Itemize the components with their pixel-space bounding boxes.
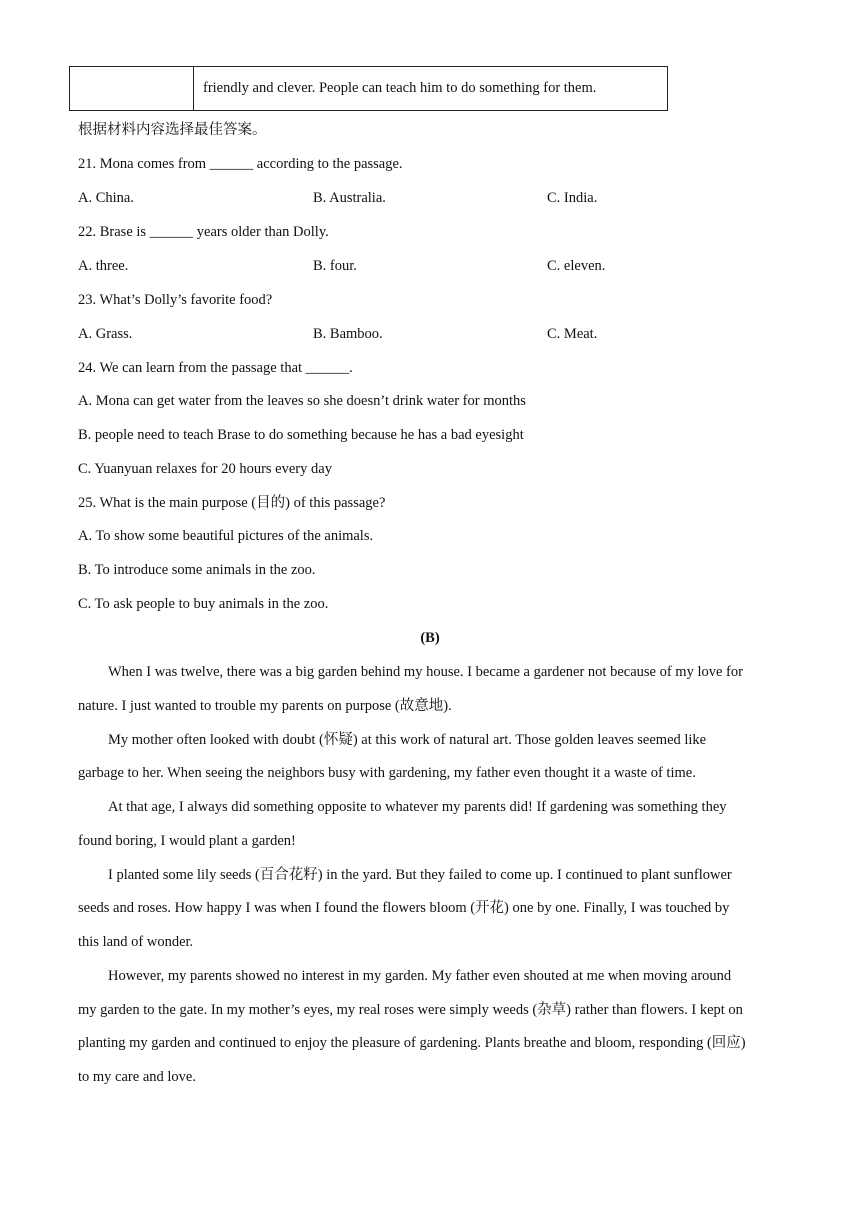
question-23-option-b: B. Bamboo.	[313, 326, 383, 342]
table-fragment	[69, 66, 668, 111]
question-21-option-c: C. India.	[547, 190, 598, 206]
question-24-option-a: A. Mona can get water from the leaves so she doesn’t drink water for months	[78, 393, 526, 409]
question-24-option-b: B. people need to teach Brase to do something because he has a bad eyesight	[78, 427, 524, 443]
section-heading: (B)	[420, 630, 440, 646]
table-left-cell	[70, 67, 194, 110]
question-22-option-a: A. three.	[78, 258, 129, 274]
passage-line: When I was twelve, there was a big garden behind my house. I became a gardener not because of my love for	[108, 664, 743, 680]
passage-line: this land of wonder.	[78, 934, 194, 950]
passage-line: My mother often looked with doubt (怀疑) at this work of natural art. Those golden leaves seemed like	[108, 732, 707, 748]
passage-line: I planted some lily seeds (百合花籽) in the yard. But they failed to come up. I continued to plant sunflower	[108, 867, 732, 883]
passage-line: garbage to her. When seeing the neighbors busy with gardening, my father even thought it a waste of time.	[78, 765, 696, 781]
passage-line: At that age, I always did something opposite to whatever my parents did! If gardening was something they	[108, 799, 727, 815]
question-21-stem: 21. Mona comes from ______ according to the passage.	[78, 156, 403, 172]
question-23-option-a: A. Grass.	[78, 326, 133, 342]
passage-line: to my care and love.	[78, 1069, 196, 1085]
instruction: 根据材料内容选择最佳答案。	[78, 122, 267, 138]
question-21-option-b: B. Australia.	[313, 190, 386, 206]
question-21-option-a: A. China.	[78, 190, 134, 206]
passage-line: However, my parents showed no interest in my garden. My father even shouted at me when moving around	[108, 968, 732, 984]
question-25-option-b: B. To introduce some animals in the zoo.	[78, 562, 316, 578]
passage-line: found boring, I would plant a garden!	[78, 833, 296, 849]
question-25-option-a: A. To show some beautiful pictures of the animals.	[78, 528, 374, 544]
question-24-option-c: C. Yuanyuan relaxes for 20 hours every day	[78, 461, 332, 477]
question-24-stem: 24. We can learn from the passage that ______.	[78, 360, 353, 376]
question-25-option-c: C. To ask people to buy animals in the zoo.	[78, 596, 329, 612]
passage-line: nature. I just wanted to trouble my parents on purpose (故意地).	[78, 698, 452, 714]
passage-line: planting my garden and continued to enjoy the pleasure of gardening. Plants breathe and bloom, responding (回应)	[78, 1035, 746, 1051]
passage-line: my garden to the gate. In my mother’s eyes, my real roses were simply weeds (杂草) rather than flowers. I kept on	[78, 1002, 743, 1018]
question-22-option-c: C. eleven.	[547, 258, 606, 274]
passage-line: seeds and roses. How happy I was when I found the flowers bloom (开花) one by one. Finally, I was touched by	[78, 900, 730, 916]
question-23-stem: 23. What’s Dolly’s favorite food?	[78, 292, 273, 308]
table-right-cell: friendly and clever. People can teach him to do something for them.	[203, 80, 597, 96]
question-23-option-c: C. Meat.	[547, 326, 598, 342]
question-25-stem: 25. What is the main purpose (目的) of this passage?	[78, 495, 386, 511]
question-22-stem: 22. Brase is ______ years older than Dolly.	[78, 224, 329, 240]
question-22-option-b: B. four.	[313, 258, 357, 274]
